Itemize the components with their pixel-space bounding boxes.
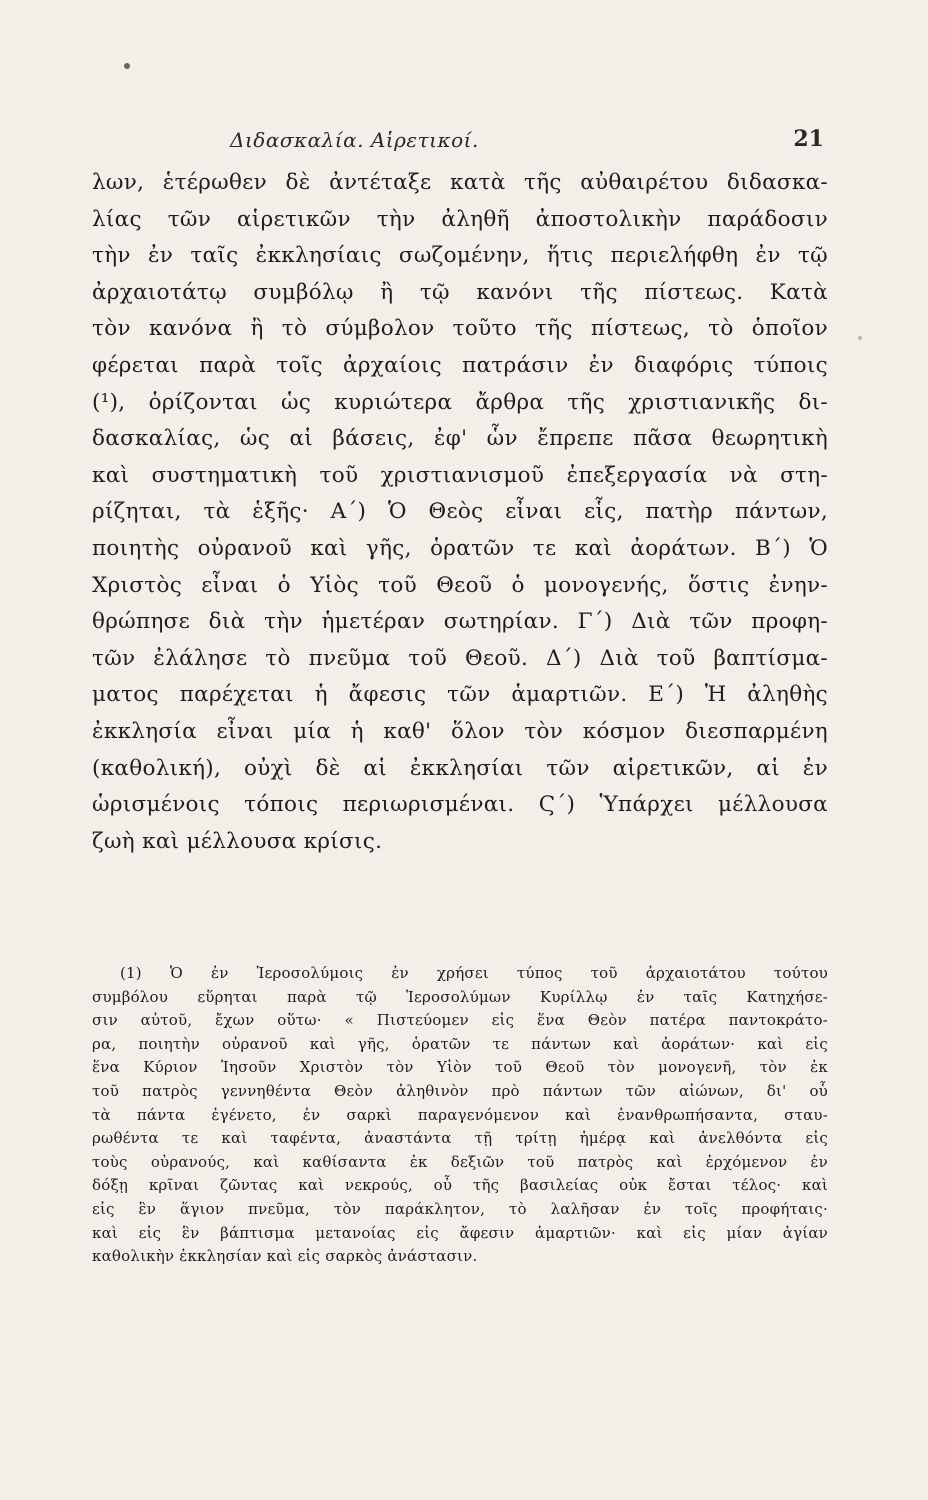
footnote-line: τοὺς οὐρανούς, καὶ καθίσαντα ἐκ δεξιῶν τοῦ πατρὸς καὶ ἐρχόμενον ἐν xyxy=(92,1152,828,1171)
footnote-line: τοῦ πατρὸς γεννηθέντα Θεὸν ἀληθινὸν πρὸ πάντων τῶν αἰώνων, δι' οὗ xyxy=(92,1081,828,1100)
text-line: λίας τῶν αἱρετικῶν τὴν ἀληθῆ ἀποστολικὴν παράδοσιν xyxy=(92,206,828,232)
footnote-line: ρα, ποιητὴν οὐρανοῦ καὶ γῆς, ὁρατῶν τε πάντων καὶ ἀοράτων· καὶ εἰς xyxy=(92,1034,828,1053)
text-line: ρίζηται, τὰ ἑξῆς· Α΄) Ὁ Θεὸς εἶναι εἷς, πατὴρ πάντων, xyxy=(92,499,828,525)
footnote-line: συμβόλου εὕρηται παρὰ τῷ Ἱεροσολύμων Κυρίλλῳ ἐν ταῖς Κατηχήσε- xyxy=(92,987,828,1006)
text-line: καὶ συστηματικὴ τοῦ χριστιανισμοῦ ἐπεξεργασία νὰ στη- xyxy=(92,462,828,488)
footnote-line: τὰ πάντα ἐγένετο, ἐν σαρκὶ παραγενόμενον καὶ ἐνανθρωπήσαντα, σταυ- xyxy=(92,1105,828,1124)
text-line: φέρεται παρὰ τοῖς ἀρχαίοις πατράσιν ἐν διαφόρις τύποις xyxy=(92,352,828,378)
text-line: ὡρισμένοις τόποις περιωρισμέναι. Ϛ΄) Ὑπάρχει μέλλουσα xyxy=(92,792,828,818)
ink-speck xyxy=(124,63,130,69)
footnote-line: ἕνα Κύριον Ἰησοῦν Χριστὸν τὸν Υἱὸν τοῦ Θεοῦ τὸν μονογενῆ, τὸν ἐκ xyxy=(92,1058,828,1077)
footnote-line: σιν αὐτοῦ, ἔχων οὕτω· « Πιστεύομεν εἰς ἕνα Θεὸν πατέρα παντοκράτο- xyxy=(92,1011,828,1030)
running-head: Διδασκαλία. Αἱρετικοί. xyxy=(230,128,479,152)
text-line: τῶν ἐλάλησε τὸ πνεῦμα τοῦ Θεοῦ. Δ΄) Διὰ τοῦ βαπτίσμα- xyxy=(92,645,828,671)
text-line: τὸν κανόνα ἢ τὸ σύμβολον τοῦτο τῆς πίστεως, τὸ ὁποῖον xyxy=(92,316,828,342)
text-line: θρώπησε διὰ τὴν ἡμετέραν σωτηρίαν. Γ΄) Διὰ τῶν προφη- xyxy=(92,609,828,635)
footnote-line: (1) Ὁ ἐν Ἱεροσολύμοις ἐν χρήσει τύπος τοῦ ἀρχαιοτάτου τούτου xyxy=(120,964,828,982)
footnote-block xyxy=(92,962,828,1269)
text-line: (¹), ὁρίζονται ὡς κυριώτερα ἄρθρα τῆς χριστιανικῆς δι- xyxy=(92,389,828,415)
footnote-line: δόξῃ κρῖναι ζῶντας καὶ νεκρούς, οὗ τῆς βασιλείας οὐκ ἔσται τέλος· καὶ xyxy=(92,1176,828,1195)
text-line: ζωὴ καὶ μέλλουσα κρίσις. xyxy=(92,828,383,854)
footnote-line: καὶ εἰς ἓν βάπτισμα μετανοίας εἰς ἄφεσιν ἁμαρτιῶν· καὶ εἰς μίαν ἁγίαν xyxy=(92,1223,828,1242)
text-line: ἐκκλησία εἶναι μία ἡ καθ' ὅλον τὸν κόσμον διεσπαρμένη xyxy=(92,718,828,744)
text-line: τὴν ἐν ταῖς ἐκκλησίαις σωζομένην, ἥτις περιελήφθη ἐν τῷ xyxy=(92,243,828,269)
text-line: ματος παρέχεται ἡ ἄφεσις τῶν ἁμαρτιῶν. Ε΄) Ἡ ἀληθὴς xyxy=(92,682,828,708)
page-number: 21 xyxy=(793,126,824,152)
text-line: ποιητὴς οὐρανοῦ καὶ γῆς, ὁρατῶν τε καὶ ἀοράτων. Β΄) Ὁ xyxy=(92,535,828,561)
text-line: (καθολική), οὐχὶ δὲ αἱ ἐκκλησίαι τῶν αἱρετικῶν, αἱ ἐν xyxy=(92,755,828,781)
footnote-line: καθολικὴν ἐκκλησίαν καὶ εἰς σαρκὸς ἀνάστασιν. xyxy=(92,1247,478,1266)
footnote-line: ρωθέντα τε καὶ ταφέντα, ἀναστάντα τῇ τρίτῃ ἡμέρᾳ καὶ ἀνελθόντα εἰς xyxy=(92,1129,828,1148)
ink-speck xyxy=(858,336,862,340)
main-text xyxy=(92,165,828,860)
footnote-line: εἰς ἓν ἅγιον πνεῦμα, τὸν παράκλητον, τὸ λαλῆσαν ἐν τοῖς προφήταις· xyxy=(92,1199,828,1218)
text-line: ἀρχαιοτάτῳ συμβόλῳ ἢ τῷ κανόνι τῆς πίστεως. Κατὰ xyxy=(92,279,828,305)
text-line: λων, ἑτέρωθεν δὲ ἀντέταξε κατὰ τῆς αὐθαιρέτου διδασκα- xyxy=(92,170,828,195)
text-line: δασκαλίας, ὡς αἱ βάσεις, ἐφ' ὧν ἔπρεπε πᾶσα θεωρητικὴ xyxy=(92,426,828,452)
text-line: Χριστὸς εἶναι ὁ Υἱὸς τοῦ Θεοῦ ὁ μονογενής, ὅστις ἐνην- xyxy=(92,572,828,598)
